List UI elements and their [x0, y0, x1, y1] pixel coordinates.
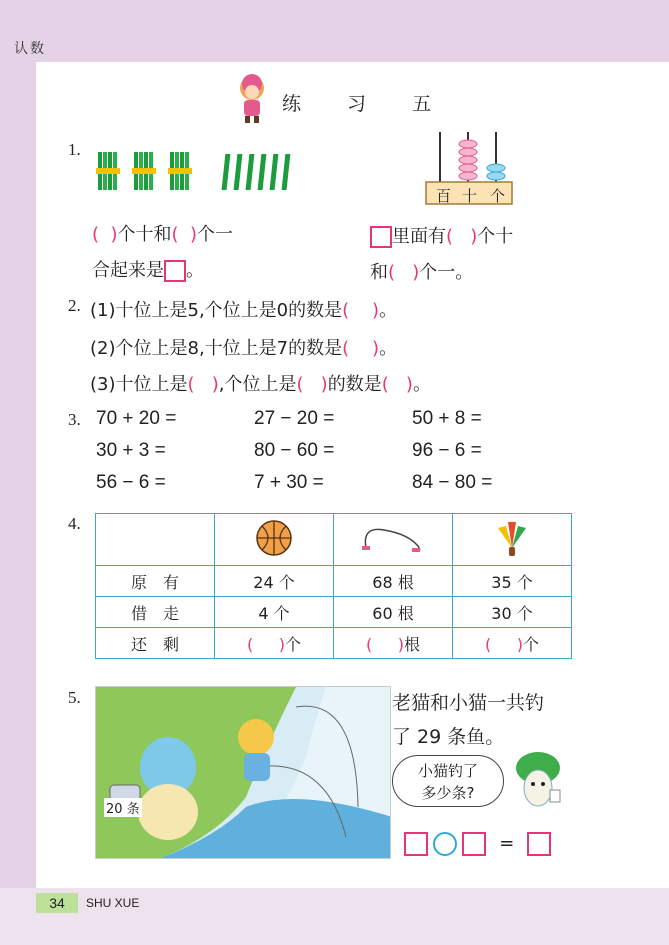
q5-text-line1: 老猫和小猫一共钓 [392, 692, 545, 714]
bundle-icon [132, 152, 156, 190]
q4-table [95, 513, 572, 659]
row-label: 借 走 [96, 597, 215, 628]
q1-right-line2: 和( )个一。 [370, 262, 474, 283]
stick-bundles-illustration [96, 148, 296, 194]
q1-left-line2: 合起来是 。 [92, 260, 204, 281]
table-cell: 60 根 [334, 597, 453, 628]
q4-number: 4. [68, 514, 81, 533]
q5-number: 5. [68, 688, 81, 707]
abacus-label-ones: 个 [490, 187, 506, 205]
answer-box[interactable] [370, 226, 392, 248]
q2-line-2: (2)个位上是8,十位上是7的数是( )。 [90, 338, 398, 359]
q3-equation: 50 + 8 = [412, 408, 482, 429]
answer-box[interactable] [527, 832, 551, 856]
bundle-icon [96, 152, 120, 190]
abacus-label-hundreds: 百 [436, 187, 452, 205]
speech-bubble [392, 755, 504, 807]
section-label: 认数 [14, 41, 46, 57]
girl-mascot-icon [232, 72, 272, 124]
q3-equation: 80 − 60 = [254, 440, 335, 461]
bucket-label: 20 条 [104, 798, 142, 817]
table-cell: 4 个 [215, 597, 334, 628]
basketball-cell [215, 514, 334, 566]
q3-number: 3. [68, 410, 81, 429]
table-cell: 35 个 [453, 566, 572, 597]
equals-sign: = [499, 832, 515, 854]
row-label: 原 有 [96, 566, 215, 597]
single-sticks-icon [222, 154, 291, 190]
row-label: 还 剩 [96, 628, 215, 659]
page-number: 34 [36, 893, 78, 913]
q2-number: 2. [68, 296, 81, 315]
subject-label: SHU XUE [86, 896, 140, 910]
fishing-cats-picture [96, 687, 391, 859]
q1-number: 1. [68, 140, 81, 159]
answer-box[interactable] [462, 832, 486, 856]
table-corner-cell [96, 514, 215, 566]
q3-equation: 56 − 6 = [96, 472, 166, 493]
q2-line-1: (1)十位上是5,个位上是0的数是( )。 [90, 300, 398, 321]
table-cell: 30 个 [453, 597, 572, 628]
cabbage-mascot-icon [508, 748, 570, 812]
answer-cell[interactable]: ( )个 [215, 628, 334, 659]
q3-equation: 30 + 3 = [96, 440, 166, 461]
answer-box[interactable] [164, 260, 186, 282]
q2-line-3: (3)十位上是( ),个位上是( )的数是( )。 [90, 374, 431, 395]
q3-equation: 84 − 80 = [412, 472, 493, 493]
shuttlecock-icon [492, 518, 532, 558]
q1-left-line1: ( )个十和( )个一 [92, 224, 234, 245]
q3-equation: 7 + 30 = [254, 472, 324, 493]
answer-box[interactable] [404, 832, 428, 856]
answer-cell[interactable]: ( )根 [334, 628, 453, 659]
table-cell: 24 个 [215, 566, 334, 597]
basketball-icon [254, 518, 294, 558]
jump-rope-icon [358, 520, 428, 556]
answer-cell[interactable]: ( )个 [453, 628, 572, 659]
abacus-label-tens: 十 [462, 187, 478, 205]
shuttlecock-cell [453, 514, 572, 566]
table-cell: 68 根 [334, 566, 453, 597]
fishing-scene-illustration [95, 686, 391, 859]
q1-right-line1: 里面有( )个十 [370, 222, 513, 248]
q3-equation: 96 − 6 = [412, 440, 482, 461]
q5-answer-row [404, 832, 551, 856]
q5-text-line2: 了 29 条鱼。 [392, 726, 505, 748]
bundle-icon [168, 152, 192, 190]
q3-equation: 70 + 20 = [96, 408, 177, 429]
bubble-line1: 小猫钓了 [417, 762, 478, 780]
jump-rope-cell [334, 514, 453, 566]
bubble-line2: 多少条? [421, 784, 475, 802]
operator-circle[interactable] [433, 832, 457, 856]
page-title: 练 习 五 [282, 93, 452, 115]
q3-equation: 27 − 20 = [254, 408, 335, 429]
